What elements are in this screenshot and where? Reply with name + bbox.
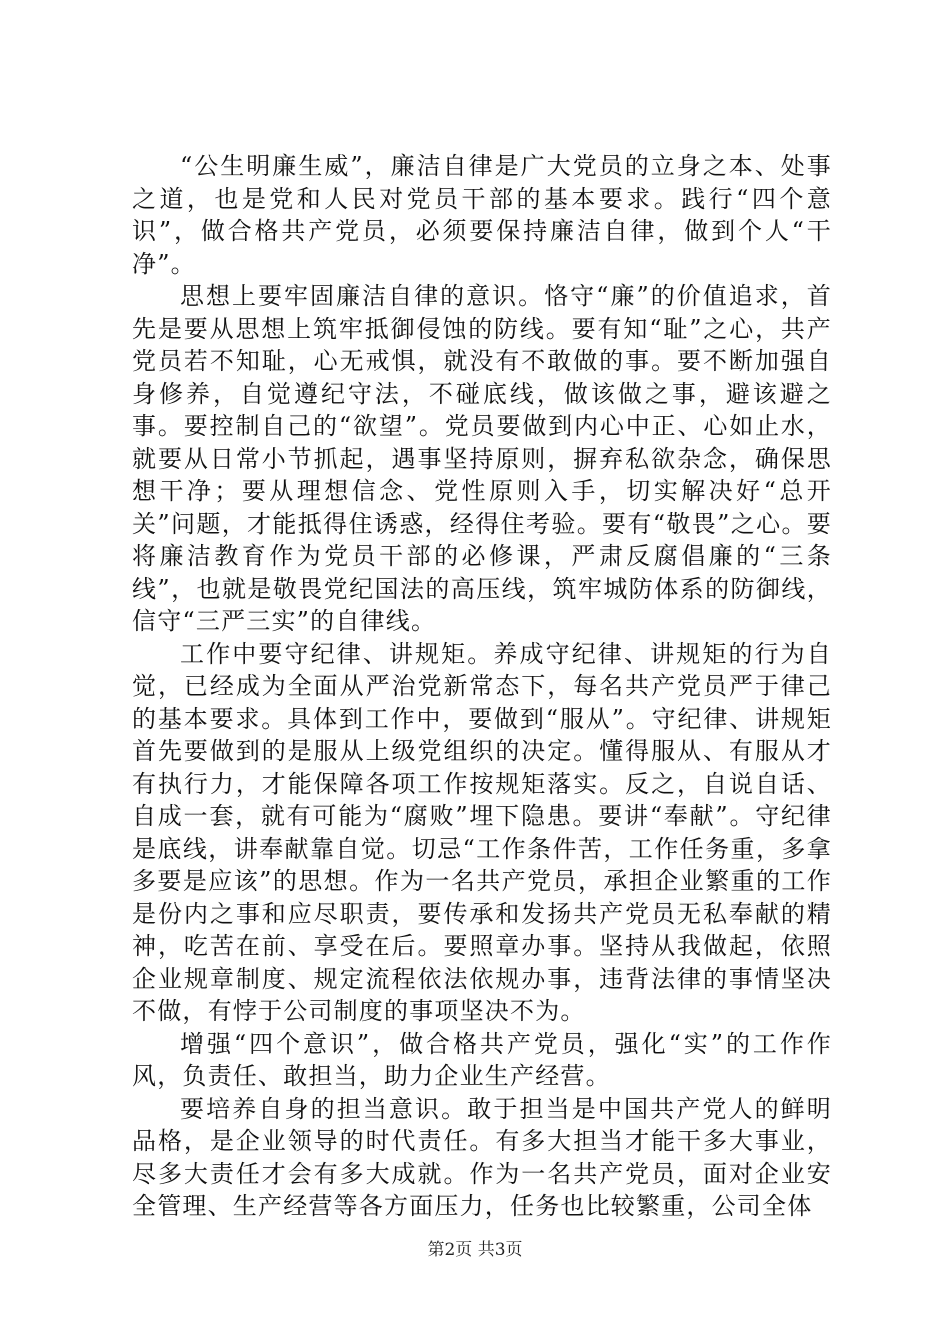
paragraph-5: 要培养自身的担当意识。敢于担当是中国共产党人的鲜明品格，是企业领导的时代责任。有多大担当才能干多大事业，尽多大责任才会有多大成就。作为一名共产党员，面对企业安全管理、生产经营等各方面压力，任务也比较繁重，公司全体 xyxy=(132,1094,832,1220)
document-body xyxy=(132,150,832,1223)
page-number-footer: 第2页 共3页 xyxy=(427,1240,523,1260)
paragraph-3: 工作中要守纪律、讲规矩。养成守纪律、讲规矩的行为自觉，已经成为全面从严治党新常态下，每名共产党员严于律己的基本要求。具体到工作中，要做到“服从”。守纪律、讲规矩首先要做到的是服从上级党组织的决定。懂得服从、有服从才有执行力，才能保障各项工作按规矩落实。反之，自说自话、自成一套，就有可能为“腐败”埋下隐患。要讲“奉献”。守纪律是底线，讲奉献靠自觉。切忌“工作条件苦，工作任务重，多拿多要是应该”的思想。作为一名共产党员，承担企业繁重的工作是份内之事和应尽职责，要传承和发扬共产党员无私奉献的精神，吃苦在前、享受在后。要照章办事。坚持从我做起，依照企业规章制度、规定流程依法依规办事，违背法律的事情坚决不做，有悖于公司制度的事项坚决不为。 xyxy=(132,639,832,1025)
paragraph-1: “公生明廉生威”，廉洁自律是广大党员的立身之本、处事之道，也是党和人民对党员干部的基本要求。践行“四个意识”，做合格共产党员，必须要保持廉洁自律，做到个人“干净”。 xyxy=(132,152,832,278)
paragraph-4: 增强“四个意识”，做合格共产党员，强化“实”的工作作风，负责任、敢担当，助力企业生产经营。 xyxy=(132,1029,832,1090)
paragraph-2: 思想上要牢固廉洁自律的意识。恪守“廉”的价值追求，首先是要从思想上筑牢抵御侵蚀的防线。要有知“耻”之心，共产党员若不知耻，心无戒惧，就没有不敢做的事。要不断加强自身修养，自觉遵纪守法，不碰底线，做该做之事，避该避之事。要控制自己的“欲望”。党员要做到内心中正、心如止水，就要从日常小节抓起，遇事坚持原则，摒弃私欲杂念，确保思想干净；要从理想信念、党性原则入手，切实解决好“总开关”问题，才能抵得住诱惑，经得住考验。要有“敬畏”之心。要将廉洁教育作为党员干部的必修课，严肃反腐倡廉的“三条线”，也就是敬畏党纪国法的高压线，筑牢城防体系的防御线，信守“三严三实”的自律线。 xyxy=(132,282,832,635)
